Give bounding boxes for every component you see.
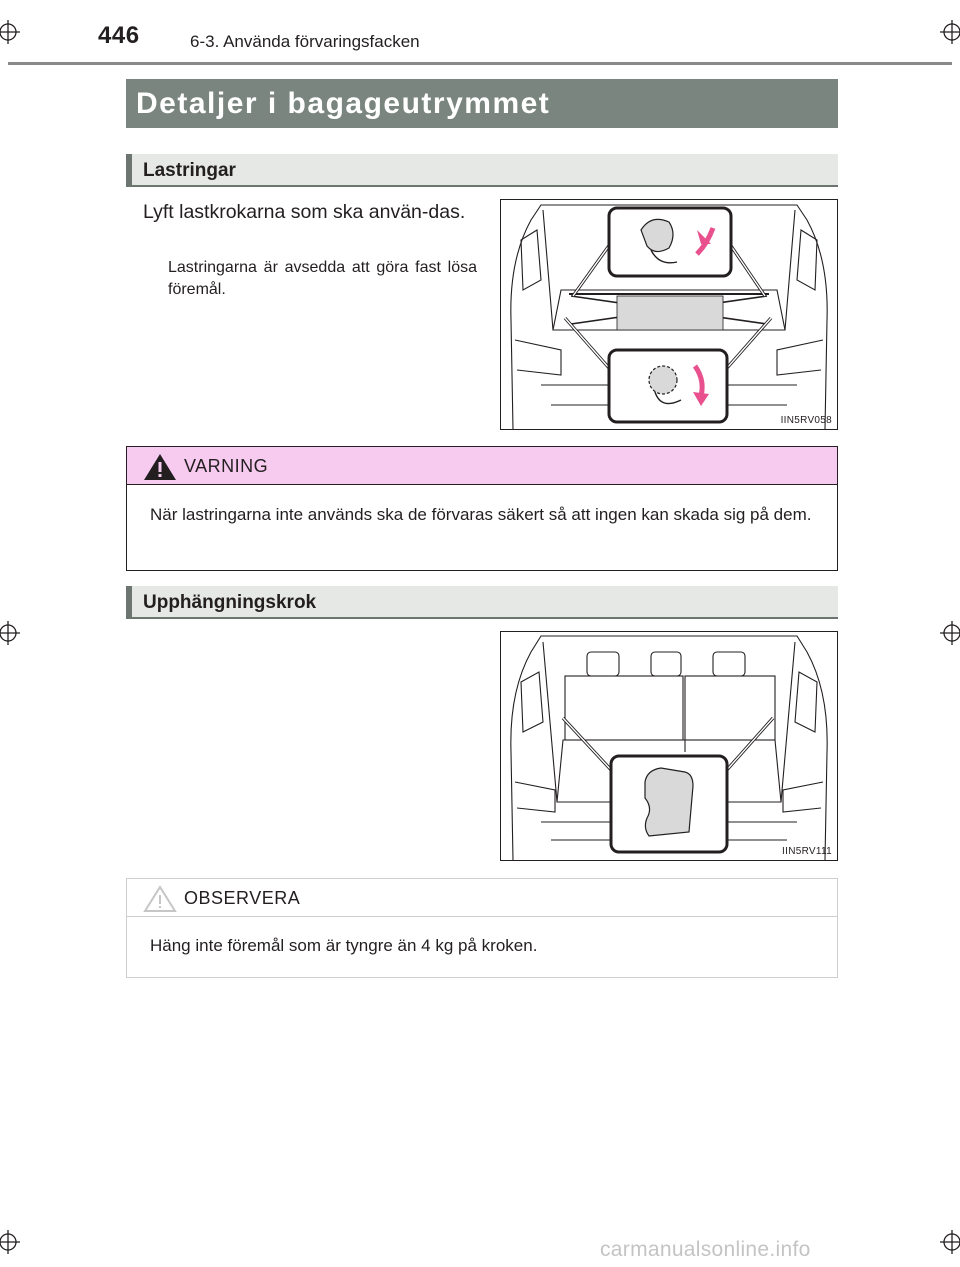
notice-text: Häng inte föremål som är tyngre än 4 kg på kroken.: [150, 936, 538, 955]
warning-text: När lastringarna inte används ska de förvaras säkert så att ingen kan skada sig på dem.: [150, 505, 812, 524]
warning-bar: [127, 447, 837, 485]
figure-cargo-rings: [500, 199, 838, 430]
registration-mark-icon: [0, 621, 20, 645]
section-title: Detaljer i bagageutrymmet: [126, 79, 838, 128]
notice-bar: [127, 879, 837, 917]
subheading-lastringar: Lastringar: [126, 154, 838, 187]
page-number: 446: [98, 22, 140, 49]
notice-box: [126, 878, 838, 978]
figure-code: IIN5RV111: [782, 846, 832, 857]
watermark: carmanualsonline.info: [600, 1238, 811, 1261]
caution-triangle-icon: [143, 885, 177, 913]
hanging-hook-illustration: [501, 632, 837, 860]
registration-mark-icon: [0, 1230, 20, 1254]
figure-hanging-hook: [500, 631, 838, 861]
note-text: Lastringarna är avsedda att göra fast lösa föremål.: [168, 259, 477, 298]
registration-mark-icon: [0, 20, 20, 44]
cargo-rings-illustration: [501, 200, 837, 429]
registration-mark-icon: [940, 621, 960, 645]
registration-mark-icon: [940, 20, 960, 44]
subheading-upphangningskrok: Upphängningskrok: [126, 586, 838, 619]
running-head: 6-3. Använda förvaringsfacken: [190, 32, 420, 51]
notice-label: OBSERVERA: [184, 888, 301, 908]
warning-triangle-icon: [143, 453, 177, 481]
warning-box: [126, 446, 838, 571]
registration-mark-icon: [940, 1230, 960, 1254]
figure-code: IIN5RV058: [780, 415, 832, 426]
instruction-text: Lyft lastkrokarna som ska använ-das.: [143, 201, 466, 223]
header-rule: [8, 62, 952, 65]
warning-label: VARNING: [184, 456, 269, 476]
